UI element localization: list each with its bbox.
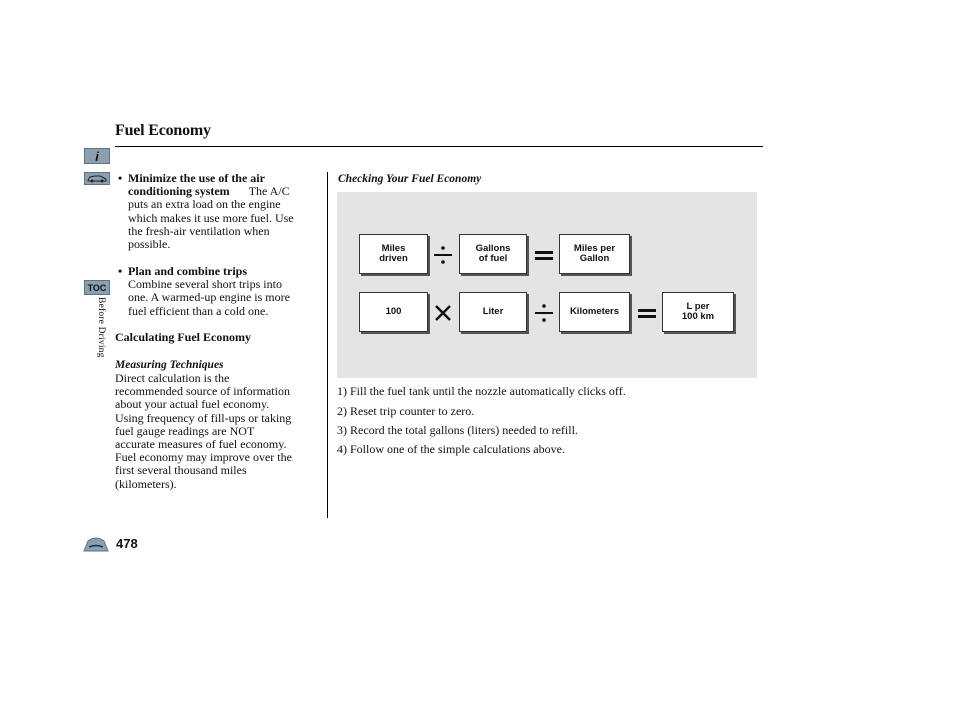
box-miles-per-gallon: Miles per Gallon: [559, 234, 630, 274]
measuring-line: (kilometers).: [115, 476, 177, 491]
measuring-heading: Measuring Techniques: [115, 359, 224, 371]
checking-heading: Checking Your Fuel Economy: [338, 173, 482, 185]
car-icon[interactable]: [84, 172, 110, 185]
bullet-trips-title: Plan and combine trips: [128, 264, 248, 278]
bullet-ac-text-5: possible.: [128, 237, 171, 252]
measuring-line: first several thousand miles: [115, 463, 247, 478]
bullet-trips-text-2: one. A warmed-up engine is more: [128, 290, 290, 305]
measuring-line: accurate measures of fuel economy.: [115, 437, 287, 452]
column-divider: [327, 172, 328, 518]
bullet-ac-text-3: which makes it use more fuel. Use: [128, 210, 294, 225]
bullet-trips-text-3: fuel efficient than a cold one.: [128, 303, 269, 318]
box-100: 100: [359, 292, 428, 332]
car-icon-shape: [86, 174, 108, 183]
bullet-ac-text-2: puts an extra load on the engine: [128, 197, 281, 212]
equals-icon: [636, 302, 658, 324]
measuring-line: Using frequency of fill-ups or taking: [115, 410, 292, 425]
section-tab[interactable]: [95, 297, 107, 377]
measuring-line: Fuel economy may improve over the: [115, 450, 292, 465]
bullet-ac-text-1: The A/C: [248, 184, 290, 199]
measuring-body: [115, 372, 321, 491]
measuring-line: about your actual fuel economy.: [115, 397, 270, 412]
toc-icon-label: TOC: [87, 282, 107, 293]
bullet-trips: [115, 265, 321, 318]
toc-icon[interactable]: [84, 280, 110, 295]
bullet-trips-text-1: Combine several short trips into: [128, 277, 282, 292]
home-icon[interactable]: [83, 537, 109, 552]
bullet-dot: •: [118, 171, 123, 185]
bullet-ac-title-1: Minimize the use of the air: [128, 171, 265, 185]
box-miles-driven: Miles driven: [359, 234, 428, 274]
bullet-dot: •: [118, 264, 123, 278]
bullet-ac-title-2: conditioning system: [128, 184, 230, 199]
measuring-line: Direct calculation is the: [115, 371, 230, 385]
box-gallons-of-fuel: Gallons of fuel: [459, 234, 527, 274]
divide-icon: [432, 244, 454, 266]
measuring-line: recommended source of information: [115, 384, 290, 399]
multiply-icon: [432, 302, 454, 324]
page-title: Fuel Economy: [115, 122, 211, 139]
section-tab-label: Before Driving: [96, 297, 106, 358]
box-kilometers: Kilometers: [559, 292, 630, 332]
bullet-ac: [115, 172, 321, 251]
box-l-per-100km: L per 100 km: [662, 292, 734, 332]
step-3: 3) Record the total gallons (liters) needed to refill.: [337, 423, 578, 437]
measuring-line: fuel gauge readings are NOT: [115, 423, 255, 438]
calc-heading: Calculating Fuel Economy: [115, 330, 252, 344]
bullet-ac-text-4: the fresh-air ventilation when: [128, 223, 270, 238]
title-divider: [115, 146, 763, 147]
step-4: 4) Follow one of the simple calculations above.: [337, 442, 565, 456]
box-liter: Liter: [459, 292, 527, 332]
step-2: 2) Reset trip counter to zero.: [337, 404, 475, 418]
divide-icon: [533, 302, 555, 324]
step-1: 1) Fill the fuel tank until the nozzle automatically clicks off.: [337, 384, 626, 398]
info-icon-label: i: [95, 148, 99, 164]
fuel-calculation-diagram: [337, 192, 757, 378]
info-icon[interactable]: [84, 148, 110, 164]
equals-icon: [533, 244, 555, 266]
page-number: 478: [116, 536, 138, 551]
